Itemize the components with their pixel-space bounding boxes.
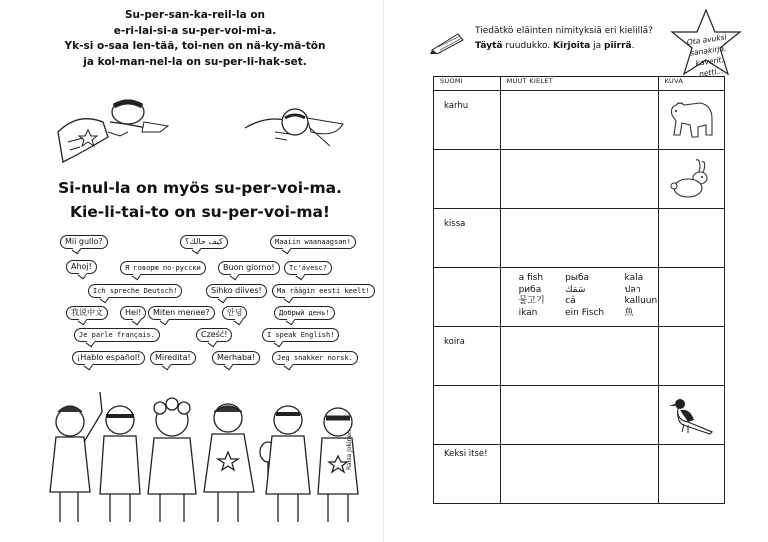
column-header-finnish: SUOMI [434,77,501,91]
speech-bubble: Ich spreche Deutsch! [88,284,182,298]
speech-bubble: Sihko diives! [206,284,267,298]
speech-bubble: Mii gullo? [60,235,108,249]
star-note-text: Ota avuksi sanakirja, kaverit, netti... [686,32,728,79]
speech-bubble: Добрый день! [274,306,335,320]
speech-bubble: Buon giorno! [218,261,280,275]
table-row [434,150,725,209]
rabbit-drawing-icon [668,156,714,200]
instruction-text: ja [590,41,605,51]
speech-bubble: Ma räägin eesti keelt! [272,284,375,298]
instruction-verb: Kirjoita [553,41,591,51]
pencil-icon [430,30,466,54]
picture-cell[interactable] [658,91,724,150]
other-languages-cell[interactable] [500,268,658,327]
finnish-word [434,386,500,396]
magpie-drawing-icon [666,392,716,438]
speech-bubble: كيف حالك؟ [180,235,228,249]
finnish-word [434,268,500,278]
instruction-verb: Täytä [475,41,503,51]
finnish-word-cell[interactable] [434,150,501,209]
intro-line: Su-per-san-ka-reil-la on [124,9,266,21]
translation-word: 魚 [624,307,634,318]
picture-cell[interactable] [658,268,724,327]
speech-bubble: Je parle français. [74,328,160,342]
speech-bubble: Jeg snakker norsk. [272,351,358,365]
column-header-other-languages: MUUT KIELET [500,77,658,91]
fish-translations [501,268,658,319]
table-row [434,386,725,445]
finnish-word-cell[interactable] [434,386,501,445]
translation-word: 물고기 [518,296,545,306]
translation-word: ปลา [624,284,641,295]
instruction-question: Tiedätkö eläinten nimityksiä eri kielillä? [475,26,653,36]
column-header-picture: KUVA [658,77,724,91]
table-row [434,268,725,327]
intro-line: ja kol-man-nel-la on su-per-li-hak-set. [83,55,307,68]
speech-bubble: Maaiin waanaagsan! [270,235,356,249]
intro-line: Yk-si o-saa len-tää, toi-nen on nä-ky-mä-tön [64,40,326,52]
translation-word: ikan [518,307,538,318]
slogan-line: Kie-li-tai-to on su-per-voi-ma! [69,203,331,221]
slogan-line: Si-nul-la on myös su-per-voi-ma. [58,179,342,197]
instruction-task [475,39,653,54]
intro-line: e-ri-lai-si-a su-per-voi-mi-a. [113,24,277,37]
other-languages-cell[interactable] [500,150,658,209]
speech-bubble: I speak English! [262,328,339,342]
slogan [40,176,360,224]
translation-word: cá [565,296,576,306]
picture-cell[interactable] [658,327,724,386]
speech-bubble: Hei! [120,306,146,320]
other-languages-cell[interactable] [500,327,658,386]
other-languages-cell[interactable] [500,91,658,150]
table-row [434,445,725,504]
translation-word: ein Fisch [565,307,605,318]
speech-bubble: Miredita! [150,351,196,365]
other-languages-cell[interactable] [500,209,658,268]
table-row [434,327,725,386]
translation-word: kalluun [624,296,658,306]
finnish-word-cell[interactable] [434,445,501,504]
picture-cell[interactable] [658,209,724,268]
finnish-word: kissa [444,219,466,229]
finnish-word-cell[interactable] [434,91,501,150]
translation-word: a fish [518,273,544,283]
finnish-word [434,150,500,160]
translation-word: سَمَك [565,284,586,295]
table-header-row [434,77,725,91]
speech-bubble: 我说中文 [66,306,108,320]
speech-bubble: Tc'ávesc? [284,261,332,275]
table-row [434,209,725,268]
picture-cell[interactable] [658,386,724,445]
finnish-word: Keksi itse! [444,449,488,459]
speech-bubble: Merhaba! [212,351,260,365]
animal-vocabulary-table [433,76,725,504]
speech-bubble: ¡Hablo español! [72,351,145,365]
table-row [434,91,725,150]
illustrator-credit: Raisa Jokinen [346,430,353,470]
finnish-word: koira [444,337,465,347]
superhero-children-illustration [40,382,360,532]
finnish-word-cell[interactable] [434,268,501,327]
picture-cell[interactable] [658,445,724,504]
speech-bubble: Я говорю по-русски [120,261,206,275]
other-languages-cell[interactable] [500,445,658,504]
finnish-word-cell[interactable] [434,209,501,268]
speech-bubble: Ahoj! [66,260,97,274]
instruction-verb: piirrä [604,41,632,51]
instructions [475,24,653,54]
instruction-text: ruudukko. [502,41,554,51]
other-languages-cell[interactable] [500,386,658,445]
speech-bubble: Miten menee? [148,306,215,320]
translation-word: рыба [565,273,590,283]
finnish-word-cell[interactable] [434,327,501,386]
bear-drawing-icon [666,97,716,141]
speech-bubble: 안녕 [222,306,247,320]
intro-verse [40,8,350,70]
flying-hero-right-illustration [235,98,355,158]
finnish-word: karhu [444,101,469,111]
speech-bubble: Cześć! [196,328,232,342]
translation-word: kala [624,273,644,283]
translation-word: риба [518,284,542,295]
picture-cell[interactable] [658,150,724,209]
instruction-text: . [631,41,635,51]
flying-hero-left-illustration [48,92,178,167]
